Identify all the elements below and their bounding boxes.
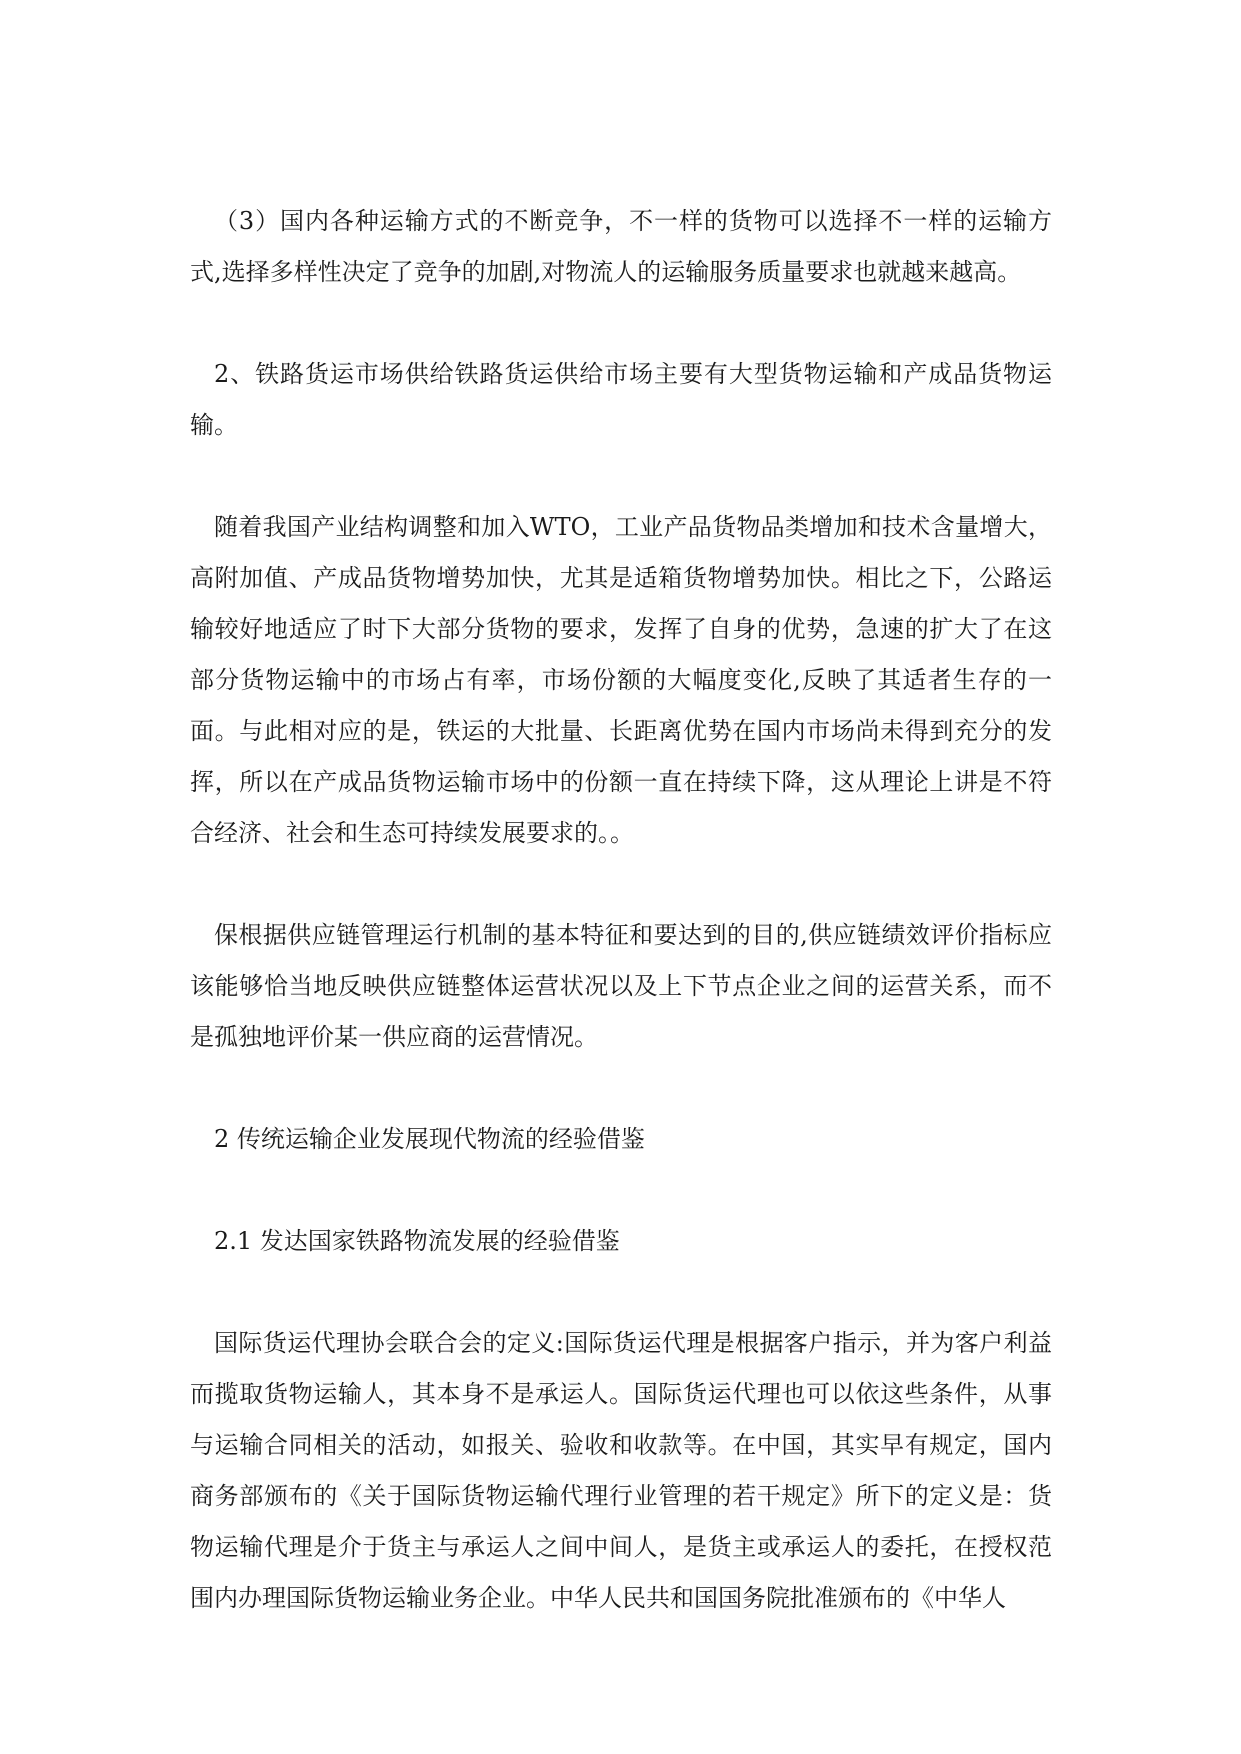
section-heading: 2 传统运输企业发展现代物流的经验借鉴 (214, 1125, 645, 1153)
subsection-heading: 2.1 发达国家铁路物流发展的经验借鉴 (214, 1227, 620, 1255)
paragraph-supply-chain-evaluation: 保根据供应链管理运行机制的基本特征和要达到的目的,供应链绩效评价指标应该能够恰当地反映供应链整体运营状况以及上下节点企业之间的运营关系，而不是孤独地评价某一供应商的运营情况。 (190, 921, 1052, 1051)
paragraph-transport-competition: （3）国内各种运输方式的不断竞争，不一样的货物可以选择不一样的运输方式,选择多样性决定了竞争的加剧,对物流人的运输服务质量要求也就越来越高。 (190, 207, 1052, 286)
paragraph-rail-freight-supply: 2、铁路货运市场供给铁路货运供给市场主要有大型货物运输和产成品货物运输。 (190, 360, 1052, 439)
paragraph-freight-forwarding-definition: 国际货运代理协会联合会的定义:国际货运代理是根据客户指示，并为客户利益而揽取货物运输人，其本身不是承运人。国际货运代理也可以依这些条件，从事与运输合同相关的活动，如报关、验收和收款等。在中国，其实早有规定，国内商务部颁布的《关于国际货物运输代理行业管理的若干规定》所下的定义是：货物运输代理是介于货主与承运人之间中间人，是货主或承运人的委托，在授权范围内办理国际货物运输业务企业。中华人民共和国国务院批准颁布的《中华人 (190, 1329, 1052, 1612)
document-body (190, 196, 1052, 1624)
paragraph-industry-restructuring: 随着我国产业结构调整和加入WTO，工业产品货物品类增加和技术含量增大，高附加值、产成品货物增势加快，尤其是适箱货物增势加快。相比之下，公路运输较好地适应了时下大部分货物的要求，发挥了自身的优势，急速的扩大了在这部分货物运输中的市场占有率，市场份额的大幅度变化,反映了其适者生存的一面。与此相对应的是，铁运的大批量、长距离优势在国内市场尚未得到充分的发挥，所以在产成品货物运输市场中的份额一直在持续下降，这从理论上讲是不符合经济、社会和生态可持续发展要求的。。 (190, 513, 1052, 847)
